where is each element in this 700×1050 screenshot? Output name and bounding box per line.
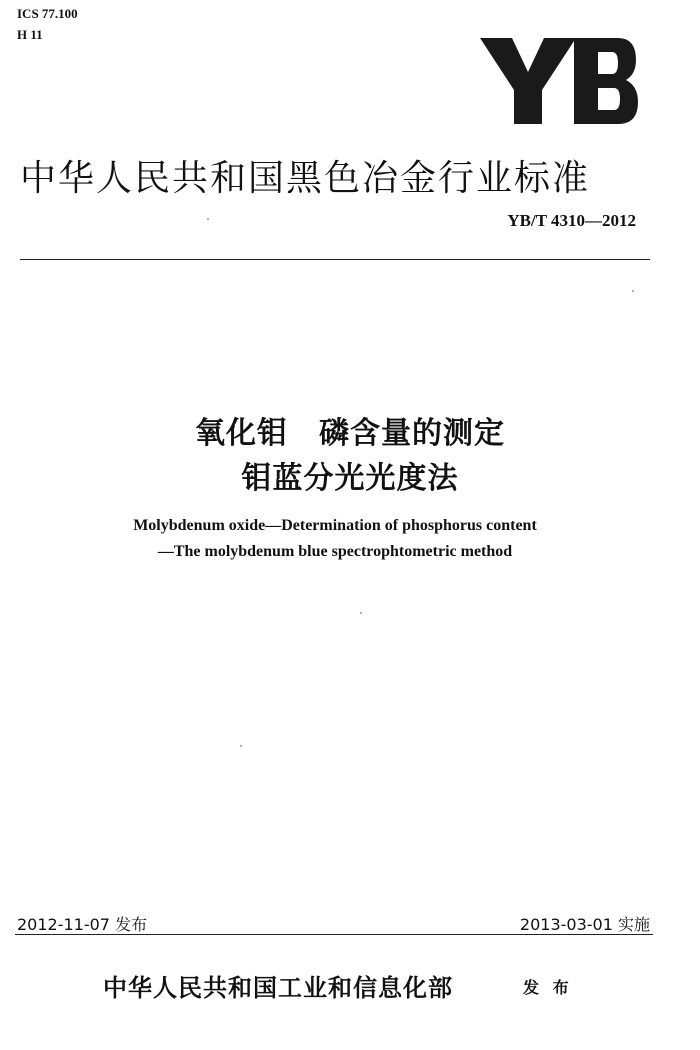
- issue-date: 2012-11-07 发布: [17, 915, 148, 934]
- standard-number: YB/T 4310—2012: [507, 211, 636, 230]
- publisher-name: 中华人民共和国工业和信息化部: [103, 973, 453, 1002]
- publish-label: 发 布: [523, 978, 573, 997]
- ics-code: ICS 77.100: [17, 6, 78, 21]
- chinese-title-line-2: 钼蓝分光光度法: [241, 461, 459, 496]
- scan-speck: [207, 218, 209, 220]
- scan-speck: [632, 290, 634, 292]
- yb-logo: [478, 30, 638, 130]
- scan-speck: [360, 612, 362, 614]
- english-title-line-2: —The molybdenum blue spectrophtometric method: [157, 543, 513, 560]
- top-divider: [20, 259, 650, 260]
- english-title-line-1: Molybdenum oxide—Determination of phosphorus content: [133, 517, 537, 534]
- chinese-title-line-1: 氧化钼 磷含量的测定: [195, 416, 505, 451]
- implementation-date: 2013-03-01 实施: [519, 915, 650, 934]
- scan-speck: [240, 745, 242, 747]
- issuing-body-title: 中华人民共和国黑色冶金行业标准: [20, 158, 591, 199]
- ccs-code: H 11: [17, 27, 43, 42]
- bottom-divider: [15, 934, 653, 935]
